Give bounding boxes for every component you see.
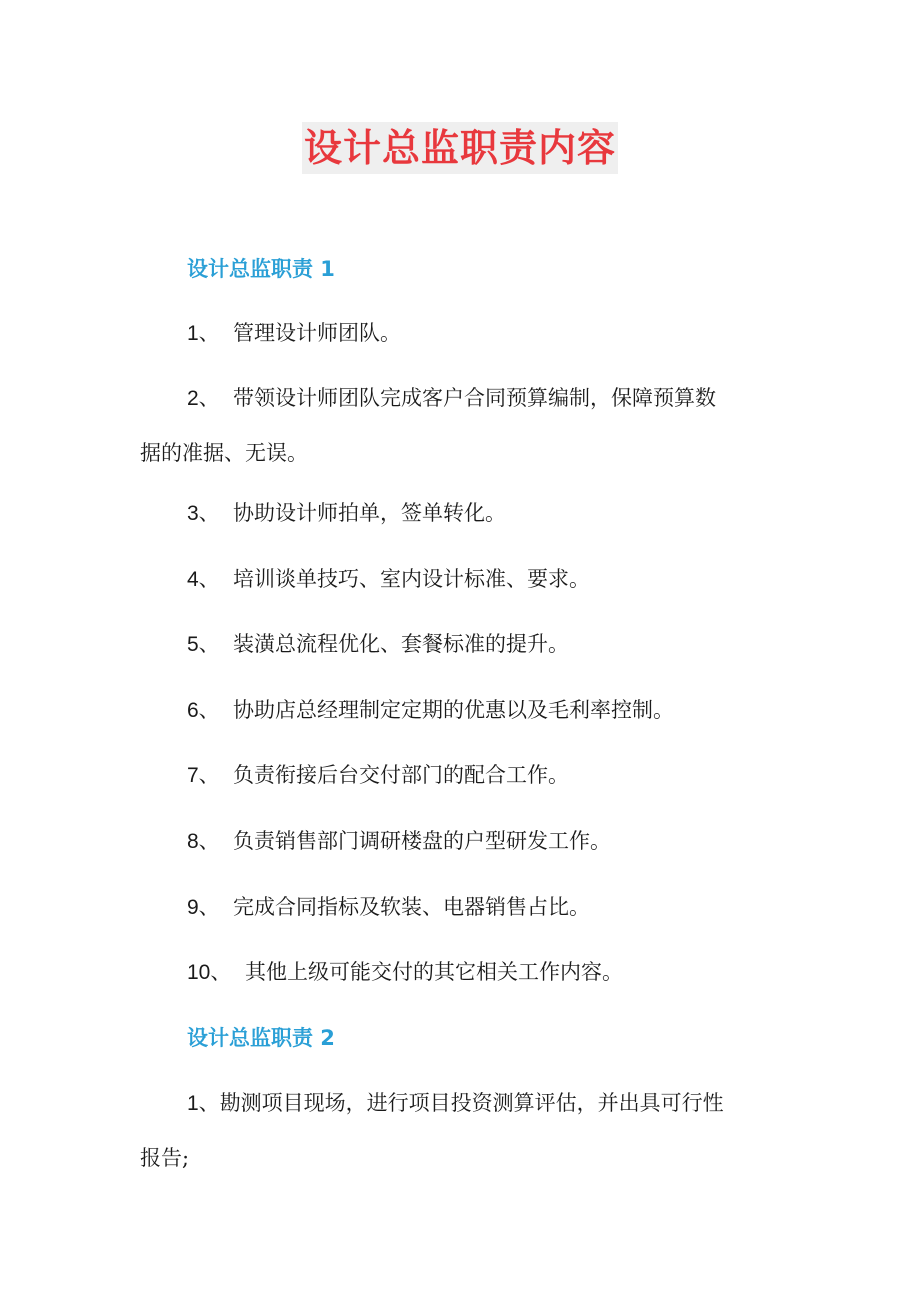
list-item [140, 760, 790, 790]
item-number: 4、 [187, 568, 220, 591]
list-item [140, 629, 790, 659]
item-number: 6、 [187, 699, 220, 722]
list-item [140, 826, 790, 856]
item-number: 9、 [187, 896, 220, 919]
item-text: 装潢总流程优化、套餐标准的提升。 [233, 632, 569, 656]
title-wrapper [0, 122, 920, 174]
item-text: 管理设计师团队。 [233, 321, 401, 345]
item-text-continuation: 据的准据、无误。 [140, 441, 308, 465]
item-text: 其他上级可能交付的其它相关工作内容。 [245, 960, 623, 984]
item-number: 1、 [187, 322, 220, 345]
item-number: 5、 [187, 633, 220, 656]
item-number: 8、 [187, 830, 220, 853]
item-text: 带领设计师团队完成客户合同预算编制，保障预算数 [233, 386, 716, 410]
list-item [140, 318, 790, 348]
item-number: 2、 [187, 387, 220, 410]
section-heading-1: 设计总监职责 1 [187, 257, 335, 281]
item-text: 完成合同指标及软装、电器销售占比。 [233, 895, 590, 919]
list-item [140, 957, 790, 987]
item-text: 负责衔接后台交付部门的配合工作。 [233, 763, 569, 787]
item-text: 培训谈单技巧、室内设计标准、要求。 [233, 567, 590, 591]
item-text-continuation: 报告; [140, 1146, 190, 1170]
item-number: 10、 [187, 961, 232, 984]
item-text: 协助设计师拍单，签单转化。 [233, 501, 506, 525]
item-text: 协助店总经理制定定期的优惠以及毛利率控制。 [233, 698, 674, 722]
list-item [140, 383, 790, 468]
page-title: 设计总监职责内容 [302, 122, 618, 174]
list-item [140, 1088, 790, 1173]
item-text: 负责销售部门调研楼盘的户型研发工作。 [233, 829, 611, 853]
section-heading-2: 设计总监职责 2 [187, 1026, 335, 1050]
item-text: 勘测项目现场，进行项目投资测算评估，并出具可行性 [219, 1091, 724, 1115]
list-item [140, 695, 790, 725]
list-item [140, 498, 790, 528]
item-number: 3、 [187, 502, 220, 525]
item-number: 1、 [187, 1092, 220, 1115]
list-item [140, 892, 790, 922]
item-number: 7、 [187, 764, 220, 787]
list-item [140, 564, 790, 594]
